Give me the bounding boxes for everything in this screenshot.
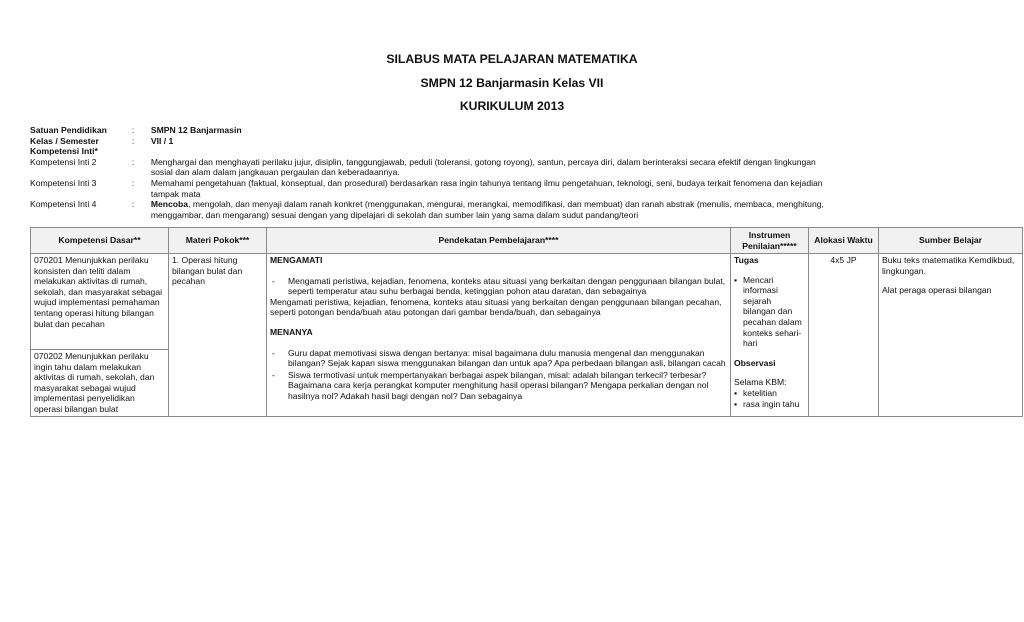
kelas-value: VII / 1 xyxy=(150,135,174,146)
ki4-value xyxy=(151,199,830,220)
header-sumber: Sumber Belajar xyxy=(879,228,1023,254)
ki3-label: Kompetensi Inti 3 xyxy=(30,177,97,188)
info-row-ki3 xyxy=(30,178,830,199)
kd-070202: 070202 Menunjukkan perilaku ingin tahu dalam melakukan aktivitas di rumah, sekolah, dan masyarakat sebagai wujud implementasi penyelidikan operasi bilangan bulat xyxy=(34,351,155,414)
pendekatan-cell xyxy=(267,254,731,417)
kd-070201: 070201 Menunjukkan perilaku konsisten dan teliti dalam melakukan aktivitas di rumah, sekolah, dan masyarakat sebagai wujud implementasi pemahaman tentang operasi hitung bilangan bulat dan pecahan xyxy=(31,254,168,350)
list-item xyxy=(734,275,805,349)
obs-item-1: ketelitian xyxy=(743,387,777,398)
syllabus-table xyxy=(30,227,1023,417)
title-line-2 xyxy=(0,76,1024,90)
header-materi: Materi Pokok*** xyxy=(169,228,267,254)
tugas-title: Tugas xyxy=(734,255,759,265)
ki4-label: Kompetensi Inti 4 xyxy=(30,199,97,210)
obs-item-2: rasa ingin tahu xyxy=(743,398,800,409)
title-text-3: KURIKULUM 2013 xyxy=(459,99,565,113)
menanya-title: MENANYA xyxy=(270,326,313,337)
info-row-ki4 xyxy=(30,199,830,220)
header-kd: Kompetensi Dasar** xyxy=(31,228,169,254)
kd-cell xyxy=(31,254,169,417)
info-row-ki xyxy=(30,146,830,157)
header-pendekatan: Pendekatan Pembelajaran**** xyxy=(267,228,731,254)
colon: : xyxy=(131,177,135,188)
list-item xyxy=(270,370,727,402)
tugas-item: Mencari informasi sejarah bilangan dan pecahan dalam konteks sehari-hari xyxy=(743,274,802,349)
title-line-3 xyxy=(0,99,1024,113)
colon: : xyxy=(131,156,135,167)
title-line-1 xyxy=(0,52,1024,66)
table-header-row xyxy=(31,228,1023,254)
ki3-value: Memahami pengetahuan (faktual, konseptual, dan prosedural) berdasarkan rasa ingin tahunya tentang ilmu pengetahuan, teknologi, seni, budaya terkait fenomena dan kejadian tampak mata xyxy=(150,177,823,199)
info-row-kelas xyxy=(30,136,830,147)
sumber-2: Alat peraga operasi bilangan xyxy=(882,285,992,296)
bullet-marker: ▪ xyxy=(734,387,738,398)
materi-cell: 1. Operasi hitung bilangan bulat dan pecahan xyxy=(169,254,267,417)
dash-marker: - xyxy=(272,275,275,286)
list-item xyxy=(270,276,727,297)
header-instrumen: Instrumen Penilaian***** xyxy=(731,228,809,254)
menanya-item-1: Guru dapat memotivasi siswa dengan bertanya: misal bagaimana dulu manusia mengenal dan menggunakan bilangan? Sejak kapan siswa menggunakan bilangan dan untuk apa? Apa perbedaan bilangan asli, bilangan cacah xyxy=(288,347,726,369)
colon: : xyxy=(131,125,135,135)
info-row-satuan xyxy=(30,125,830,136)
satuan-value: SMPN 12 Banjarmasin xyxy=(150,125,242,135)
kelas-label: Kelas / Semester xyxy=(30,135,99,146)
info-block xyxy=(30,125,830,220)
ki4-bold: Mencoba xyxy=(150,199,189,210)
mengamati-title: MENGAMATI xyxy=(270,255,323,265)
mengamati-item-1: Mengamati peristiwa, kejadian, fenomena, konteks atau situasi yang berkaitan dengan penggunaan bilangan bulat, seperti temperatur atau suhu berbagai benda, ketinggian pohon atau daratan, dan sebagainya xyxy=(288,275,726,297)
colon: : xyxy=(131,135,135,146)
ki-label: Kompetensi Inti* xyxy=(30,146,98,157)
colon: : xyxy=(131,199,135,210)
menanya-item-2: Siswa termotivasi untuk mempertanyakan berbagai aspek bilangan, misal: adalah bilangan terkecil? terbesar? Bagaimana cara kerja perangkat komputer menghitung hasil operasi bilangan? Mengapa perkalian dengan nol hasilnya nol? Adakah hasil bagi dengan nol? Dan sebagainya xyxy=(288,369,709,401)
observasi-title: Observasi xyxy=(734,357,776,368)
info-row-ki2 xyxy=(30,157,830,178)
sumber-cell xyxy=(879,254,1023,417)
alokasi-cell: 4x5 JP xyxy=(809,254,879,417)
satuan-label: Satuan Pendidikan xyxy=(30,125,107,135)
title-text-2: SMPN 12 Banjarmasin Kelas VII xyxy=(420,76,604,90)
list-item xyxy=(734,399,805,410)
ki2-label: Kompetensi Inti 2 xyxy=(30,156,97,167)
selama-kbm: Selama KBM: xyxy=(734,377,787,388)
bullet-marker: ▪ xyxy=(734,274,738,285)
dash-marker: - xyxy=(272,369,275,380)
bullet-marker: ▪ xyxy=(734,398,738,409)
ki4-text: , mengolah, dan menyaji dalam ranah konkret (menggunakan, mengurai, merangkai, memodifikasi, dan membuat) dan ranah abstrak (menulis, membaca, menghitung, menggambar, dan mengarang) sesuai dengan yang dipelajari di sekolah dan sumber lain yang sama dalam sudut pandang/teori xyxy=(150,199,824,220)
mengamati-paragraph: Mengamati peristiwa, kejadian, fenomena, konteks atau situasi yang berkaitan dengan penggunaan bilangan pecahan, seperti potongan benda/buah atau potongan dari gambar benda/buah, dan sebagainya xyxy=(270,296,722,318)
list-item xyxy=(270,348,727,369)
list-item xyxy=(734,388,805,399)
sumber-1: Buku teks matematika Kemdikbud, lingkungan. xyxy=(882,255,1015,276)
header-alokasi: Alokasi Waktu xyxy=(809,228,879,254)
dash-marker: - xyxy=(272,347,275,358)
instrumen-cell xyxy=(731,254,809,417)
title-text-1: SILABUS MATA PELAJARAN MATEMATIKA xyxy=(386,52,638,66)
table-row xyxy=(31,254,1023,417)
ki2-value: Menghargai dan menghayati perilaku jujur, disiplin, tanggungjawab, peduli (toleransi, gotong royong), santun, percaya diri, dalam berinteraksi secara efektif dengan lingkungan sosial dan alam dalam jangkauan pergaulan dan keberadaannya. xyxy=(150,156,816,178)
